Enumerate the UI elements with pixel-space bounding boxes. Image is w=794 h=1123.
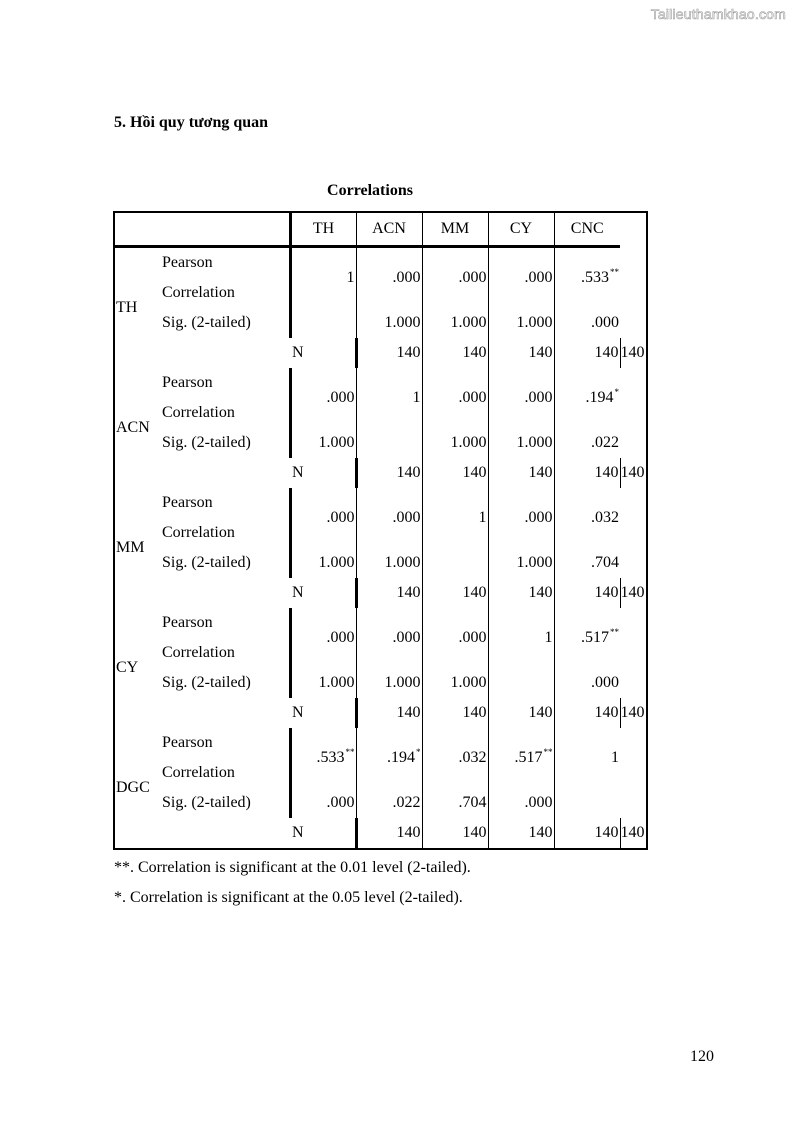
n-row: [114, 818, 647, 849]
stat-label-pearson: [160, 608, 290, 668]
pearson-value: .032: [591, 509, 619, 526]
pearson-value: .000: [326, 389, 355, 406]
pearson-row: [114, 608, 647, 668]
footnote-001: **. Correlation is significant at the 0.01 level (2-tailed).: [114, 859, 471, 876]
n-value: 140: [422, 698, 488, 728]
n-value: 140: [488, 698, 554, 728]
significance-marker: **: [543, 747, 553, 757]
pearson-value-cell: [554, 728, 620, 788]
pearson-value-cell: [356, 247, 422, 309]
footnote-005: *. Correlation is significant at the 0.05 level (2-tailed).: [114, 889, 463, 906]
pearson-value-cell: [488, 608, 554, 668]
n-value: 140: [422, 818, 488, 849]
stat-label-pearson: [160, 368, 290, 428]
n-value: 140: [620, 578, 647, 608]
variable-spacer: [160, 818, 290, 849]
variable-label: CY: [116, 659, 139, 676]
stat-label-line: Correlation: [162, 764, 235, 781]
stat-label-line: Pearson: [162, 374, 213, 391]
pearson-value: .533: [581, 269, 609, 286]
pearson-value: 1: [611, 749, 619, 766]
sig-value: .000: [554, 668, 620, 698]
stat-label-n: N: [292, 464, 304, 481]
sig-value: 1.000: [422, 428, 488, 458]
stat-label-sig: Sig. (2-tailed): [162, 794, 251, 811]
sig-value: 1.000: [422, 668, 488, 698]
pearson-value-cell: [422, 608, 488, 668]
stat-label-sig: Sig. (2-tailed): [162, 434, 251, 451]
sig-value: [554, 788, 620, 818]
stat-label-line: Pearson: [162, 494, 213, 511]
sig-value: [488, 668, 554, 698]
pearson-value: .000: [524, 269, 553, 286]
n-value: 140: [620, 818, 647, 849]
stat-label-n: N: [292, 344, 304, 361]
stat-label-n: N: [292, 704, 304, 721]
pearson-value-cell: [290, 728, 356, 788]
stat-label-n: N: [292, 584, 304, 601]
pearson-value-cell: [488, 368, 554, 428]
n-value: 140: [356, 458, 422, 488]
pearson-value-cell: [290, 247, 356, 309]
section-heading: 5. Hồi quy tương quan: [114, 114, 269, 131]
variable-label: DGC: [116, 779, 150, 796]
n-value: 140: [356, 578, 422, 608]
sig-value: 1.000: [356, 548, 422, 578]
sig-value: .704: [422, 788, 488, 818]
header-stub: [114, 212, 290, 247]
stat-label-sig: Sig. (2-tailed): [162, 554, 251, 571]
pearson-value: .194: [387, 749, 415, 766]
stat-label-pearson: [160, 488, 290, 548]
sig-value: 1.000: [290, 548, 356, 578]
n-value: 140: [356, 698, 422, 728]
stat-label-line: Pearson: [162, 254, 213, 271]
pearson-value: .000: [458, 389, 487, 406]
variable-spacer: [160, 458, 290, 488]
n-value: 140: [620, 338, 647, 368]
sig-value: 1.000: [356, 308, 422, 338]
significance-marker: *: [614, 387, 619, 397]
pearson-value-cell: [356, 368, 422, 428]
n-row: [114, 578, 647, 608]
variable-label: ACN: [116, 419, 150, 436]
sig-value: 1.000: [488, 428, 554, 458]
pearson-value-cell: [290, 368, 356, 428]
pearson-value-cell: [554, 488, 620, 548]
n-value: 140: [356, 818, 422, 849]
sig-row: [114, 428, 647, 458]
variable-spacer: [160, 578, 290, 608]
pearson-value-cell: [356, 728, 422, 788]
pearson-value: .000: [458, 629, 487, 646]
page-number: 120: [690, 1048, 714, 1065]
stat-label-line: Correlation: [162, 284, 235, 301]
pearson-value-cell: [356, 608, 422, 668]
pearson-value: .000: [524, 509, 553, 526]
n-row: [114, 698, 647, 728]
n-value: 140: [620, 458, 647, 488]
n-value: 140: [554, 818, 620, 849]
pearson-value: .517: [514, 749, 543, 766]
n-row: [114, 458, 647, 488]
column-header: CNC: [554, 212, 620, 247]
pearson-value: .000: [326, 509, 355, 526]
stat-label-line: Correlation: [162, 644, 235, 661]
sig-value: 1.000: [290, 668, 356, 698]
n-value: 140: [554, 458, 620, 488]
pearson-value-cell: [488, 728, 554, 788]
significance-marker: *: [416, 747, 421, 757]
column-header: CY: [488, 212, 554, 247]
pearson-value: .517: [581, 629, 609, 646]
pearson-value: .000: [524, 389, 553, 406]
variable-spacer: [160, 338, 290, 368]
stat-label-sig: Sig. (2-tailed): [162, 674, 251, 691]
n-value: 140: [488, 338, 554, 368]
pearson-value-cell: [554, 608, 620, 668]
pearson-value-cell: [422, 728, 488, 788]
pearson-value-cell: [422, 488, 488, 548]
pearson-value-cell: [422, 368, 488, 428]
pearson-value-cell: [488, 247, 554, 309]
sig-value: 1.000: [488, 548, 554, 578]
pearson-value: .533: [316, 749, 345, 766]
variable-spacer: [160, 698, 290, 728]
pearson-row: [114, 368, 647, 428]
n-value: 140: [422, 578, 488, 608]
pearson-value: .032: [458, 749, 487, 766]
pearson-value: 1: [412, 389, 421, 406]
sig-row: [114, 308, 647, 338]
pearson-value-cell: [554, 247, 620, 309]
pearson-value-cell: [290, 608, 356, 668]
n-value: 140: [488, 578, 554, 608]
sig-value: .000: [290, 788, 356, 818]
sig-value: .704: [554, 548, 620, 578]
sig-value: 1.000: [488, 308, 554, 338]
significance-marker: **: [610, 627, 619, 637]
sig-row: [114, 668, 647, 698]
sig-value: .000: [488, 788, 554, 818]
pearson-value: 1: [544, 629, 553, 646]
column-header: TH: [290, 212, 356, 247]
significance-marker: **: [345, 747, 355, 757]
stat-label-line: Correlation: [162, 404, 235, 421]
sig-value: .000: [554, 308, 620, 338]
sig-value: [356, 428, 422, 458]
pearson-value-cell: [422, 247, 488, 309]
stat-label-pearson: [160, 728, 290, 788]
pearson-value: .000: [392, 269, 421, 286]
n-value: 140: [554, 698, 620, 728]
pearson-value: .000: [392, 629, 421, 646]
sig-value: [290, 308, 356, 338]
pearson-value: .000: [326, 629, 355, 646]
pearson-row: [114, 488, 647, 548]
stat-label-n: N: [292, 824, 304, 841]
sig-value: .022: [554, 428, 620, 458]
pearson-value-cell: [290, 488, 356, 548]
n-value: 140: [488, 818, 554, 849]
n-value: 140: [620, 698, 647, 728]
variable-label: TH: [116, 299, 138, 316]
sig-value: .022: [356, 788, 422, 818]
header-row: [114, 212, 647, 247]
pearson-value-cell: [356, 488, 422, 548]
stat-label-pearson: [160, 247, 290, 309]
stat-label-sig: Sig. (2-tailed): [162, 314, 251, 331]
n-value: 140: [422, 338, 488, 368]
pearson-value-cell: [554, 368, 620, 428]
pearson-value-cell: [488, 488, 554, 548]
watermark: Tailieuthamkhao.com: [650, 6, 786, 22]
pearson-row: [114, 247, 647, 309]
sig-row: [114, 788, 647, 818]
n-value: 140: [554, 578, 620, 608]
n-value: 140: [554, 338, 620, 368]
sig-value: [422, 548, 488, 578]
pearson-value: .194: [585, 389, 614, 406]
pearson-value: .000: [392, 509, 421, 526]
significance-marker: **: [610, 267, 619, 277]
sig-value: 1.000: [356, 668, 422, 698]
pearson-value: 1: [346, 269, 355, 286]
stat-label-line: Pearson: [162, 614, 213, 631]
n-value: 140: [488, 458, 554, 488]
sig-value: 1.000: [422, 308, 488, 338]
pearson-value: .000: [458, 269, 487, 286]
stat-label-line: Pearson: [162, 734, 213, 751]
n-row: [114, 338, 647, 368]
sig-value: 1.000: [290, 428, 356, 458]
pearson-value: 1: [478, 509, 487, 526]
sig-row: [114, 548, 647, 578]
column-header: MM: [422, 212, 488, 247]
column-header: ACN: [356, 212, 422, 247]
n-value: 140: [356, 338, 422, 368]
pearson-row: [114, 728, 647, 788]
correlations-table: [113, 211, 648, 850]
n-value: 140: [422, 458, 488, 488]
stat-label-line: Correlation: [162, 524, 235, 541]
variable-label: MM: [116, 539, 145, 556]
table-title: Correlations: [327, 182, 413, 199]
